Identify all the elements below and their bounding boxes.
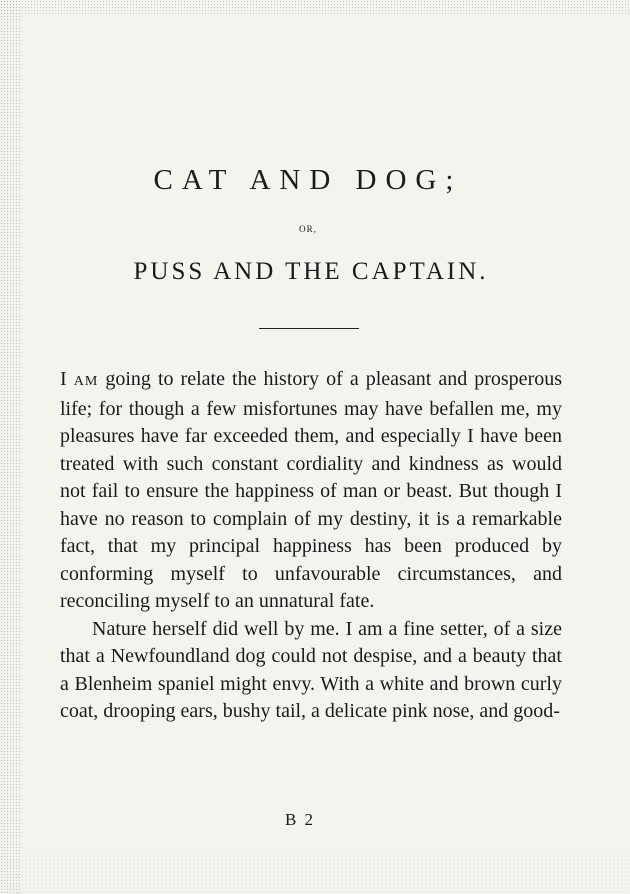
- page-title: CAT AND DOG;: [153, 164, 463, 196]
- page-edge-texture-top: [0, 0, 630, 14]
- title-divider-rule: [259, 328, 359, 329]
- page-edge-texture-bottom: [0, 854, 630, 894]
- page-edge-texture-left: [0, 0, 22, 894]
- paragraph-2: Nature herself did well by me. I am a fine setter, of a size that a Newfoundland dog could not despise, and a beauty that a Blenheim spaniel might envy. With a white and brown curly coat, drooping ears, bushy tail, a delicate pink nose, and good-: [60, 617, 562, 722]
- or-connector: OR,: [299, 224, 317, 234]
- paragraph-1: [60, 366, 562, 616]
- body-text: [60, 366, 562, 726]
- paragraph-smallcaps: AM: [73, 374, 99, 389]
- page-subtitle: PUSS AND THE CAPTAIN.: [133, 258, 489, 285]
- paragraph-1-text: going to relate the history of a pleasant and prosperous life; for though a few misfortunes may have befallen me, my pleasures have far exceeded them, and especially I have been treated with such constant cordiality and kindness as would not fail to ensure the happiness of man or beast. But though I have no reason to complain of my destiny, it is a remarkable fact, that my principal happiness has been produced by conforming myself to unfavourable circumstances, and reconciling myself to an unnatural fate.: [60, 368, 563, 612]
- signature-mark: B 2: [284, 810, 316, 829]
- paragraph-initial: I: [60, 368, 67, 390]
